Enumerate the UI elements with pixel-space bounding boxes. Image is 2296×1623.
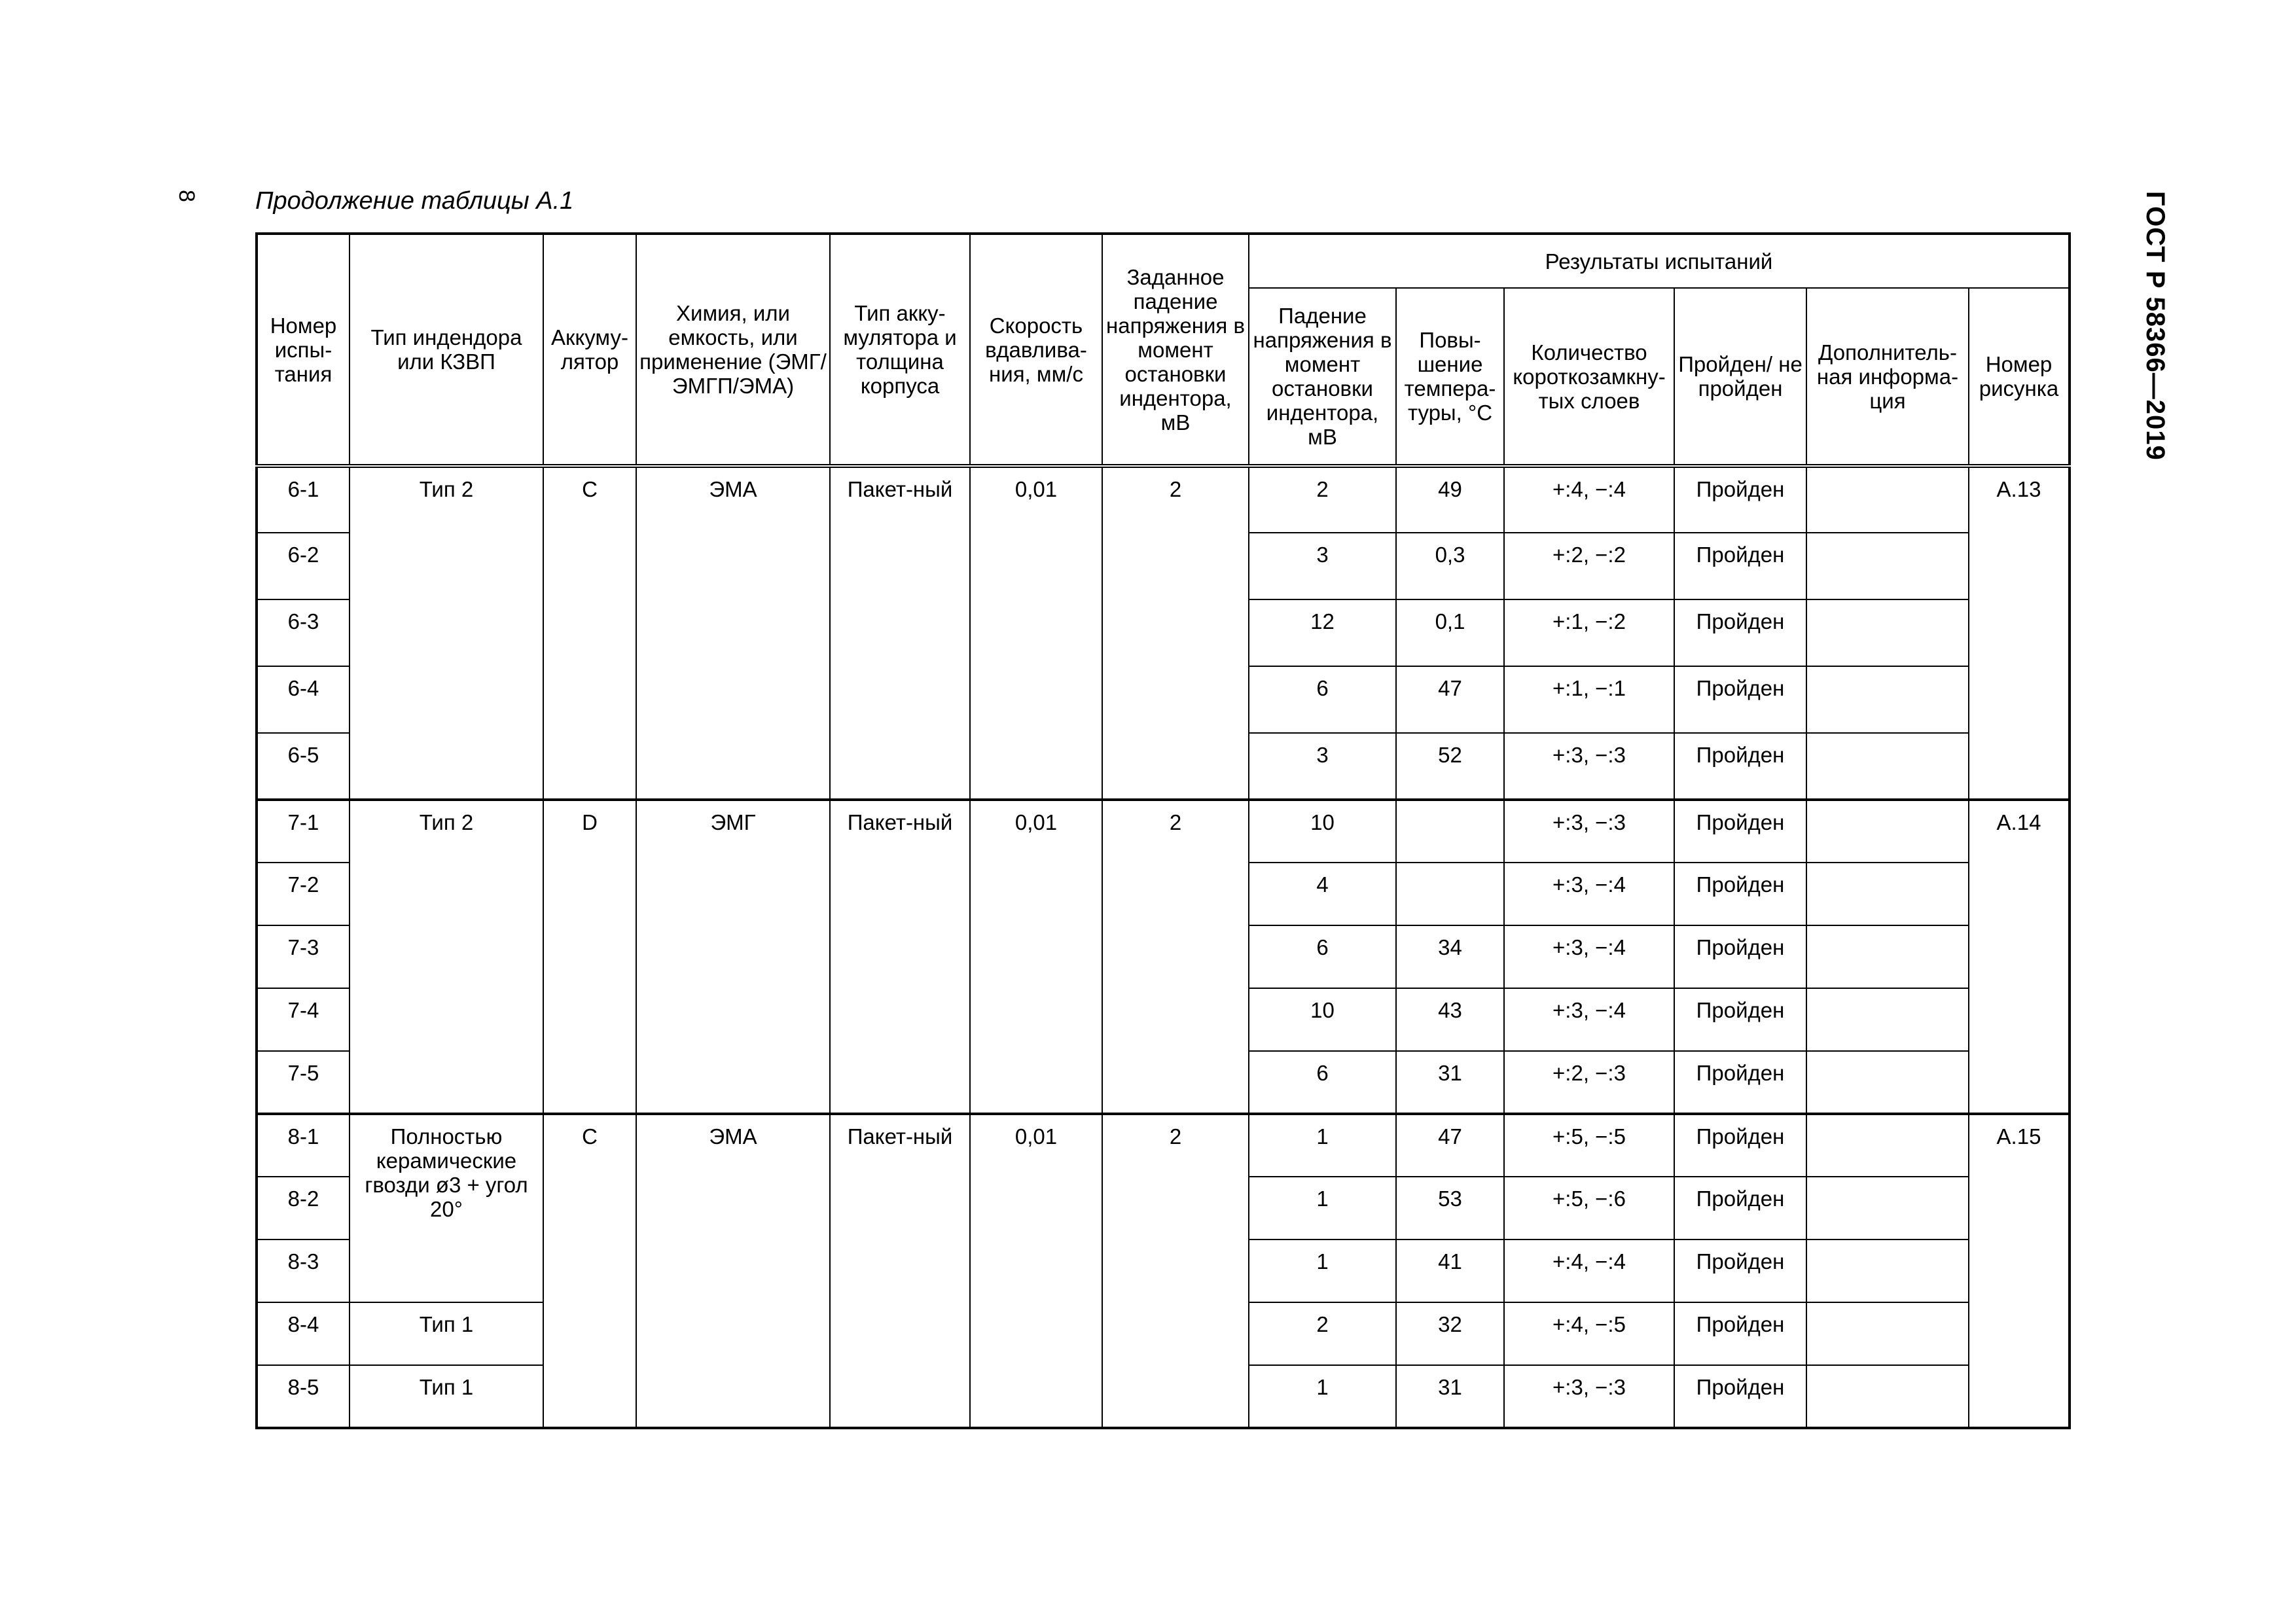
table-cell-drop: 6 [1249,666,1396,733]
table-cell-figure: А.14 [1969,800,2070,1114]
table-cell-test-number: 8-5 [257,1365,350,1428]
table-cell-temp: 31 [1396,1365,1504,1428]
table-cell-layers: +:5, −:6 [1504,1177,1674,1240]
table-cell-test-number: 7-4 [257,988,350,1051]
table-cell-extra [1806,1240,1969,1302]
table-cell-pass: Пройден [1674,988,1806,1051]
table-cell-pass: Пройден [1674,466,1806,533]
table-cell-extra [1806,1051,1969,1114]
table-cell-set-drop: 2 [1102,800,1249,1114]
header-speed: Скорость вдавлива-ния, мм/с [970,234,1102,466]
table-cell-layers: +:5, −:5 [1504,1114,1674,1177]
table-cell-figure: А.13 [1969,466,2070,800]
table-cell-chemistry: ЭМГ [636,800,830,1114]
table-cell-indenter: Тип 2 [350,466,543,800]
table-cell-extra [1806,1114,1969,1177]
table-cell-extra [1806,925,1969,988]
table-cell-temp: 0,3 [1396,533,1504,599]
table-cell-test-number: 8-1 [257,1114,350,1177]
table-cell-drop: 10 [1249,800,1396,863]
table-cell-temp [1396,863,1504,925]
table-cell-temp: 41 [1396,1240,1504,1302]
table-cell-pass: Пройден [1674,1240,1806,1302]
table-cell-test-number: 8-3 [257,1240,350,1302]
table-cell-drop: 1 [1249,1365,1396,1428]
table-cell-case: Пакет-ный [830,800,970,1114]
table-cell-pass: Пройден [1674,800,1806,863]
table-cell-case: Пакет-ный [830,1114,970,1428]
table-cell-pass: Пройден [1674,863,1806,925]
table-cell-layers: +:3, −:4 [1504,925,1674,988]
table-cell-drop: 1 [1249,1114,1396,1177]
table-cell-drop: 6 [1249,1051,1396,1114]
table-cell-chemistry: ЭМА [636,466,830,800]
table-cell-figure: А.15 [1969,1114,2070,1428]
table-cell-test-number: 7-2 [257,863,350,925]
header-battery: Аккуму-лятор [543,234,636,466]
table-cell-drop: 2 [1249,466,1396,533]
table-cell-temp: 32 [1396,1302,1504,1365]
header-shorted-layers: Количество короткозамкну-тых слоев [1504,288,1674,466]
header-indenter-type: Тип индендора или КЗВП [350,234,543,466]
table-cell-test-number: 6-4 [257,666,350,733]
table-cell-layers: +:3, −:3 [1504,733,1674,800]
table-cell-temp: 31 [1396,1051,1504,1114]
table-cell-set-drop: 2 [1102,1114,1249,1428]
header-voltage-drop: Падение напряжения в момент остановки индентора, мВ [1249,288,1396,466]
table-cell-chemistry: ЭМА [636,1114,830,1428]
table-cell-drop: 12 [1249,599,1396,666]
table-cell-temp [1396,800,1504,863]
table-cell-layers: +:3, −:4 [1504,863,1674,925]
table-cell-layers: +:4, −:4 [1504,466,1674,533]
table-cell-extra [1806,988,1969,1051]
table-cell-battery: С [543,1114,636,1428]
test-results-table [255,232,2071,1429]
table-cell-layers: +:1, −:2 [1504,599,1674,666]
table-cell-extra [1806,666,1969,733]
table-cell-indenter: Тип 2 [350,800,543,1114]
table-cell-pass: Пройден [1674,1177,1806,1240]
table-cell-layers: +:3, −:3 [1504,1365,1674,1428]
table-continuation-caption: Продолжение таблицы А.1 [255,187,574,215]
header-extra-info: Дополнитель-ная информа-ция [1806,288,1969,466]
table-cell-layers: +:4, −:4 [1504,1240,1674,1302]
table-cell-drop: 1 [1249,1177,1396,1240]
table-cell-pass: Пройден [1674,533,1806,599]
header-temperature-rise: Повы-шение темпера-туры, °С [1396,288,1504,466]
table-cell-pass: Пройден [1674,599,1806,666]
table-cell-layers: +:3, −:4 [1504,988,1674,1051]
table-cell-temp: 49 [1396,466,1504,533]
table-cell-pass: Пройден [1674,925,1806,988]
table-cell-temp: 47 [1396,1114,1504,1177]
table-cell-speed: 0,01 [970,800,1102,1114]
table-cell-temp: 43 [1396,988,1504,1051]
table-cell-indenter: Тип 1 [350,1302,543,1365]
table-cell-test-number: 7-3 [257,925,350,988]
table-cell-battery: С [543,466,636,800]
table-cell-drop: 10 [1249,988,1396,1051]
table-cell-temp: 53 [1396,1177,1504,1240]
table-cell-layers: +:2, −:3 [1504,1051,1674,1114]
table-cell-test-number: 6-1 [257,466,350,533]
table-cell-layers: +:3, −:3 [1504,800,1674,863]
table-cell-pass: Пройден [1674,1114,1806,1177]
table-cell-speed: 0,01 [970,466,1102,800]
table-cell-test-number: 8-4 [257,1302,350,1365]
table-cell-temp: 52 [1396,733,1504,800]
table-cell-test-number: 6-3 [257,599,350,666]
table-cell-layers: +:2, −:2 [1504,533,1674,599]
table-cell-extra [1806,800,1969,863]
table-cell-extra [1806,733,1969,800]
table-cell-drop: 1 [1249,1240,1396,1302]
table-cell-layers: +:1, −:1 [1504,666,1674,733]
table-cell-test-number: 7-1 [257,800,350,863]
table-cell-test-number: 7-5 [257,1051,350,1114]
table-cell-pass: Пройден [1674,1302,1806,1365]
table-cell-extra [1806,1302,1969,1365]
table-cell-pass: Пройден [1674,666,1806,733]
table-cell-test-number: 6-5 [257,733,350,800]
table-cell-drop: 2 [1249,1302,1396,1365]
table-cell-case: Пакет-ный [830,466,970,800]
table-cell-drop: 6 [1249,925,1396,988]
table-cell-speed: 0,01 [970,1114,1102,1428]
header-set-voltage-drop: Заданное падение напряжения в момент остановки индентора, мВ [1102,234,1249,466]
document-code: ГОСТ Р 58366—2019 [2141,191,2170,461]
table-cell-temp: 34 [1396,925,1504,988]
header-case-type: Тип акку-мулятора и толщина корпуса [830,234,970,466]
header-pass-fail: Пройден/ не пройден [1674,288,1806,466]
table-cell-indenter: Тип 1 [350,1365,543,1428]
table-cell-extra [1806,1177,1969,1240]
table-cell-extra [1806,599,1969,666]
table-cell-test-number: 8-2 [257,1177,350,1240]
table-cell-extra [1806,533,1969,599]
header-results: Результаты испытаний [1249,234,2070,288]
table-cell-pass: Пройден [1674,1365,1806,1428]
table-cell-drop: 3 [1249,533,1396,599]
table-cell-pass: Пройден [1674,733,1806,800]
table-cell-layers: +:4, −:5 [1504,1302,1674,1365]
table-cell-temp: 47 [1396,666,1504,733]
page-number: 8 [174,190,199,202]
table-cell-test-number: 6-2 [257,533,350,599]
table-cell-extra [1806,466,1969,533]
table-cell-battery: D [543,800,636,1114]
table-cell-temp: 0,1 [1396,599,1504,666]
table-cell-extra [1806,1365,1969,1428]
table-cell-drop: 4 [1249,863,1396,925]
table-cell-extra [1806,863,1969,925]
table-cell-drop: 3 [1249,733,1396,800]
header-figure-number: Номер рисунка [1969,288,2070,466]
header-test-number: Номер испы-тания [257,234,350,466]
header-chemistry: Химия, или емкость, или применение (ЭМГ/ЭМГП/ЭМА) [636,234,830,466]
table-cell-pass: Пройден [1674,1051,1806,1114]
table-cell-set-drop: 2 [1102,466,1249,800]
table-cell-indenter: Полностью керамические гвозди ø3 + угол 20° [350,1114,543,1302]
